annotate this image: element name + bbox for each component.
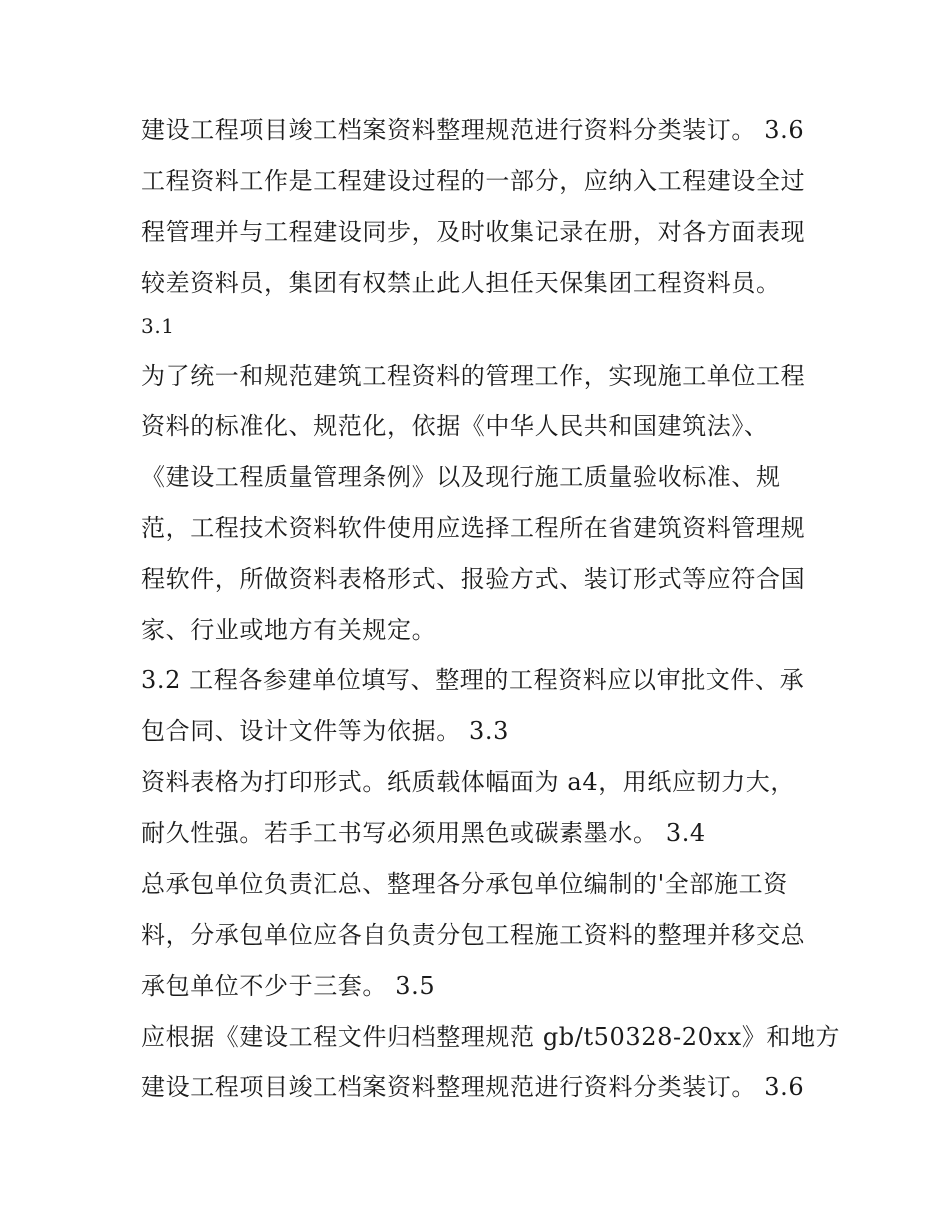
- text-line: 建设工程项目竣工档案资料整理规范进行资料分类装订。 3.6: [141, 116, 805, 144]
- text-line: 程管理并与工程建设同步，及时收集记录在册，对各方面表现: [141, 218, 806, 246]
- text-line: 3.2 工程各参建单位填写、整理的工程资料应以审批文件、承: [141, 666, 805, 694]
- text-line: 总承包单位负责汇总、整理各分承包单位编制的'全部施工资: [141, 870, 788, 898]
- text-line: 建设工程项目竣工档案资料整理规范进行资料分类装订。 3.6: [141, 1073, 805, 1101]
- text-line: 《建设工程质量管理条例》以及现行施工质量验收标准、规: [141, 463, 781, 491]
- text-line: 承包单位不少于三套。 3.5: [141, 972, 436, 1000]
- text-line: 应根据《建设工程文件归档整理规范 gb/t50328-20xx》和地方: [141, 1023, 841, 1051]
- text-line: 包合同、设计文件等为依据。 3.3: [141, 717, 509, 745]
- text-line: 料，分承包单位应各自负责分包工程施工资料的整理并移交总: [141, 921, 806, 949]
- text-line: 范，工程技术资料软件使用应选择工程所在省建筑资料管理规: [141, 514, 806, 542]
- text-line: 家、行业或地方有关规定。: [141, 616, 437, 644]
- text-line: 资料表格为打印形式。纸质载体幅面为 a4，用纸应韧力大，: [141, 768, 796, 796]
- text-line: 较差资料员，集团有权禁止此人担任天保集团工程资料员。: [141, 269, 781, 297]
- text-line: 资料的标准化、规范化，依据《中华人民共和国建筑法》、: [141, 412, 769, 440]
- text-line: 程软件，所做资料表格形式、报验方式、装订形式等应符合国: [141, 565, 806, 593]
- section-number: 3.1: [141, 314, 175, 338]
- text-line: 耐久性强。若手工书写必须用黑色或碳素墨水。 3.4: [141, 819, 706, 847]
- text-line: 工程资料工作是工程建设过程的一部分，应纳入工程建设全过: [141, 167, 806, 195]
- text-line: 为了统一和规范建筑工程资料的管理工作，实现施工单位工程: [141, 362, 806, 390]
